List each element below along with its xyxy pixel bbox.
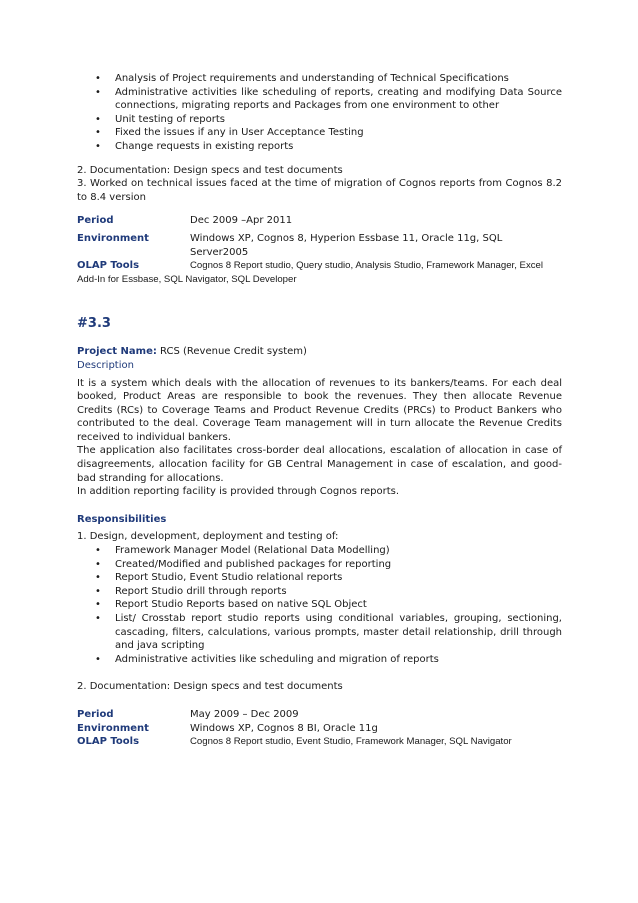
- project-name-value: RCS (Revenue Credit system): [160, 346, 307, 358]
- list-item: • Analysis of Project requirements and understanding of Technical Specifications: [115, 72, 562, 86]
- responsibility-item: 1. Design, development, deployment and testing of:: [77, 531, 339, 543]
- environment-value: Windows XP, Cognos 8 BI, Oracle 11g: [190, 722, 378, 734]
- list-item: • Fixed the issues if any in User Acceptance Testing: [115, 126, 562, 140]
- description-paragraph: In addition reporting facility is provided through Cognos reports.: [77, 486, 400, 498]
- project-name-label: Project Name:: [77, 346, 157, 358]
- period-row: [77, 214, 562, 228]
- period-label: Period: [77, 215, 114, 227]
- environment-label: Environment: [77, 722, 149, 734]
- olap-value: Cognos 8 Report studio, Event Studio, Framework Manager, SQL Navigator: [190, 736, 512, 748]
- list-item: • Report Studio, Event Studio relational reports: [115, 571, 562, 585]
- list-item: • Report Studio drill through reports: [115, 585, 562, 599]
- description-paragraph: The application also facilitates cross-border deal allocations, escalation of allocation in case of disagreements, allocation facility for GB Central Management in case of escalation, and good-bad stranding for allocations.: [77, 445, 562, 484]
- list-item: • Administrative activities like scheduling of reports, creating and modifying Data Source connections, migrating reports and Packages from one environment to other: [115, 86, 562, 113]
- list-item: • List/ Crosstab report studio reports using conditional variables, grouping, sectioning, cascading, filters, calculations, various prompts, master detail relationship, drill through and java scripting: [115, 612, 562, 653]
- list-item: • Change requests in existing reports: [115, 140, 562, 154]
- documentation-line: 2. Documentation: Design specs and test documents: [77, 164, 343, 176]
- environment-row: [77, 232, 562, 259]
- olap-row: [77, 735, 562, 749]
- list-item: • Created/Modified and published packages for reporting: [115, 558, 562, 572]
- period-value: Dec 2009 –Apr 2011: [190, 215, 293, 227]
- responsibilities-label: Responsibilities: [77, 513, 167, 525]
- period-label: Period: [77, 708, 114, 720]
- period-row: [77, 708, 562, 722]
- olap-value: Cognos 8 Report studio, Query studio, Analysis Studio, Framework Manager, Excel: [190, 260, 544, 272]
- period-value: May 2009 – Dec 2009: [190, 708, 299, 720]
- olap-label: OLAP Tools: [77, 736, 140, 748]
- responsibility-bullet-list: [77, 544, 562, 666]
- list-item: • Unit testing of reports: [115, 113, 562, 127]
- documentation-line: 2. Documentation: Design specs and test documents: [77, 681, 343, 693]
- section-heading: #3.3: [77, 316, 111, 332]
- environment-value: Windows XP, Cognos 8, Hyperion Essbase 11, Oracle 11g, SQL Server2005: [190, 232, 503, 258]
- list-item: • Report Studio Reports based on native SQL Object: [115, 598, 562, 612]
- environment-label: Environment: [77, 232, 149, 244]
- resume-page: [77, 72, 562, 749]
- description-paragraph: It is a system which deals with the allocation of revenues to its bankers/teams. For each deal booked, Product Areas are responsible to book the revenues. They then allocate Revenue Credits (RCs) to Coverage Teams and Product Revenue Credits (PRCs) to Product Bankers who contributed to the deal. Coverage Team management will in turn allocate the Revenue Credits received to individual bankers.: [77, 377, 562, 443]
- list-item: • Administrative activities like scheduling and migration of reports: [115, 653, 562, 667]
- olap-row: [77, 259, 562, 273]
- task-bullet-list: [77, 72, 562, 154]
- project-name-line: [77, 345, 562, 359]
- migration-line: 3. Worked on technical issues faced at the time of migration of Cognos reports from Cognos 8.2 to 8.4 version: [77, 178, 562, 203]
- olap-label: OLAP Tools: [77, 260, 140, 272]
- description-label: Description: [77, 359, 134, 371]
- environment-row: [77, 722, 562, 736]
- list-item: • Framework Manager Model (Relational Data Modelling): [115, 544, 562, 558]
- olap-continuation: Add-In for Essbase, SQL Navigator, SQL Developer: [77, 273, 297, 285]
